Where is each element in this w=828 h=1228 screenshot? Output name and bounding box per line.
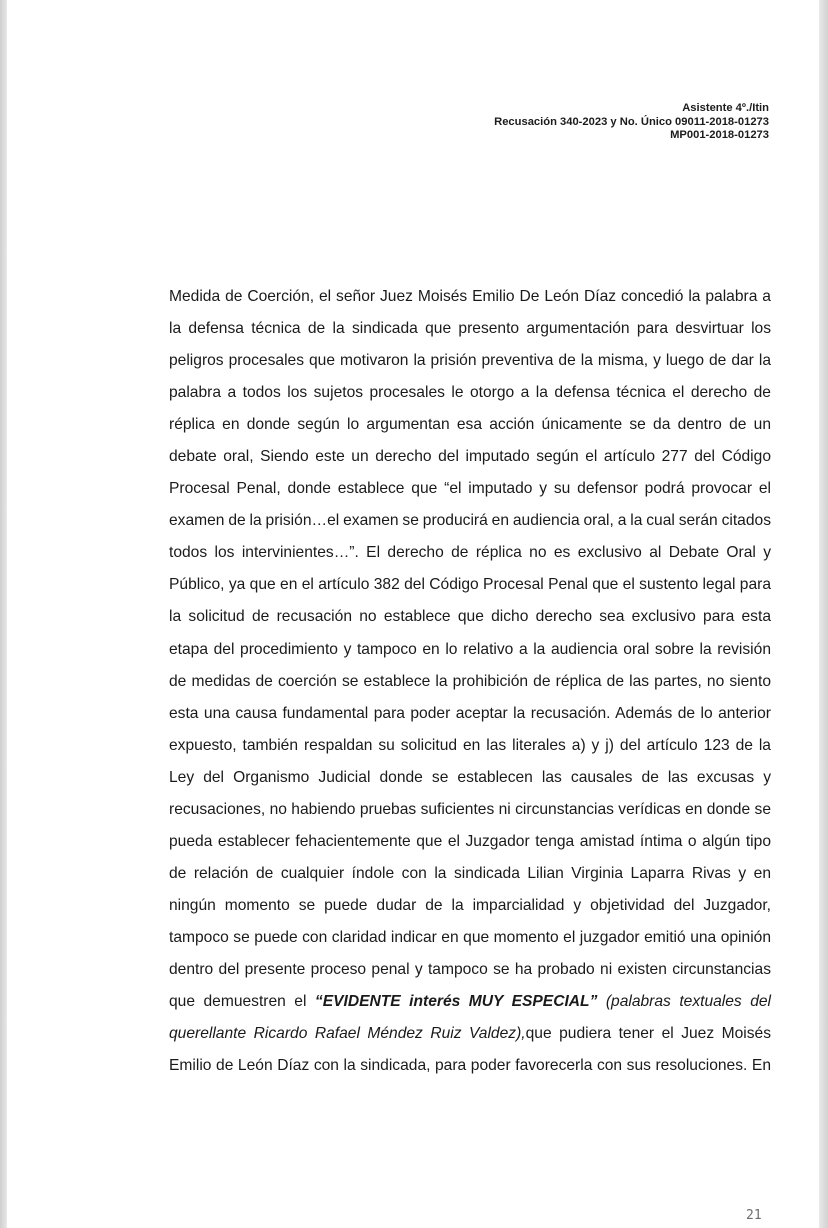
- header-case-reference: Recusación 340-2023 y No. Único 09011-2018-01273: [494, 115, 769, 128]
- body-text: la solicitud de recusación no establece que dicho derecho sea exclusivo para esta: [169, 608, 771, 626]
- body-text: réplica en donde según lo argumentan esa acción únicamente se da dentro de un: [169, 416, 771, 434]
- body-line: [169, 313, 771, 345]
- body-line-quote: [169, 986, 771, 1018]
- body-text: Emilio de León Díaz con la sindicada, para poder favorecerla con sus resoluciones. En: [169, 1057, 771, 1075]
- body-line: [169, 794, 771, 826]
- body-text: de medidas de coerción se establece la prohibición de réplica de las partes, no siento: [169, 672, 771, 690]
- body-text: expuesto, también respaldan su solicitud en las literales a) y j) del artículo 123 de la: [169, 736, 771, 754]
- body-text: que demuestren el: [169, 993, 315, 1011]
- body-text: de relación de cualquier índole con la sindicada Lilian Virginia Laparra Rivas y en: [169, 864, 771, 882]
- body-line: [169, 858, 771, 890]
- body-text: dentro del presente proceso penal y tampoco se ha probado ni existen circunstancias: [169, 960, 771, 978]
- body-text: la defensa técnica de la sindicada que presento argumentación para desvirtuar los: [169, 320, 771, 338]
- quote-attribution: (palabras textuales del: [597, 993, 772, 1011]
- body-text: examen de la prisión…el examen se producirá en audiencia oral, a la cual serán citados: [169, 512, 771, 530]
- body-text: Ley del Organismo Judicial donde se establecen las causales de las excusas y: [169, 768, 771, 786]
- quote-attribution-name: querellante Ricardo Rafael Méndez Ruiz Valdez),: [169, 1025, 526, 1043]
- body-line: [169, 954, 771, 986]
- body-text: peligros procesales que motivaron la prisión preventiva de la misma, y luego de dar la: [169, 352, 771, 370]
- body-line: [169, 473, 771, 505]
- page-number: 21: [746, 1208, 762, 1223]
- body-text: Medida de Coerción, el señor Juez Moisés Emilio De León Díaz concedió la palabra a: [169, 288, 771, 305]
- attribution-line-text: [169, 1018, 771, 1050]
- header-mp-reference: MP001-2018-01273: [670, 129, 769, 141]
- header-assistant: Asistente 4º./Itin: [682, 102, 769, 114]
- body-line: [169, 890, 771, 922]
- body-text: recusaciones, no habiendo pruebas suficientes ni circunstancias verídicas en donde se: [169, 800, 771, 818]
- body-text: Público, ya que en el artículo 382 del Código Procesal Penal que el sustento legal para: [169, 576, 771, 594]
- body-line: [169, 345, 771, 377]
- body-text: ningún momento se puede dudar de la imparcialidad y objetividad del Juzgador,: [169, 896, 771, 914]
- body-line: [169, 409, 771, 441]
- body-text: todos los intervinientes…”. El derecho de réplica no es exclusivo al Debate Oral y: [169, 544, 771, 562]
- body-line: [169, 762, 771, 794]
- body-line: [169, 698, 771, 730]
- body-text: pueda establecer fehacientemente que el Juzgador tenga amistad íntima o algún tipo: [169, 832, 771, 850]
- body-line: [169, 922, 771, 954]
- body-text: esta una causa fundamental para poder aceptar la recusación. Además de lo anterior: [169, 704, 771, 722]
- body-line: [169, 537, 771, 569]
- body-line: [169, 634, 771, 666]
- body-text: Procesal Penal, donde establece que “el imputado y su defensor podrá provocar el: [169, 480, 771, 498]
- body-line: [169, 441, 771, 473]
- body-text: tampoco se puede con claridad indicar en que momento el juzgador emitió una opinión: [169, 928, 771, 946]
- body-line: [169, 1050, 771, 1082]
- body-text: etapa del procedimiento y tampoco en lo relativo a la audiencia oral sobre la revisión: [169, 640, 771, 658]
- document-header: [494, 102, 769, 143]
- body-line: [169, 730, 771, 762]
- body-line: [169, 377, 771, 409]
- quote-line-text: [169, 986, 771, 1018]
- body-line: [169, 281, 771, 313]
- body-line: [169, 826, 771, 858]
- body-line: [169, 601, 771, 633]
- document-body: [169, 281, 771, 1082]
- body-text: que pudiera tener el Juez Moisés: [525, 1025, 771, 1043]
- body-line-attribution: [169, 1018, 771, 1050]
- body-line: [169, 666, 771, 698]
- quoted-emphasis: “EVIDENTE interés MUY ESPECIAL”: [314, 993, 598, 1011]
- body-line: [169, 569, 771, 601]
- body-line: [169, 505, 771, 537]
- page-right-edge: [820, 0, 828, 1228]
- body-text: palabra a todos los sujetos procesales le otorgo a la defensa técnica el derecho de: [169, 384, 771, 402]
- body-text: debate oral, Siendo este un derecho del imputado según el artículo 277 del Código: [169, 448, 771, 466]
